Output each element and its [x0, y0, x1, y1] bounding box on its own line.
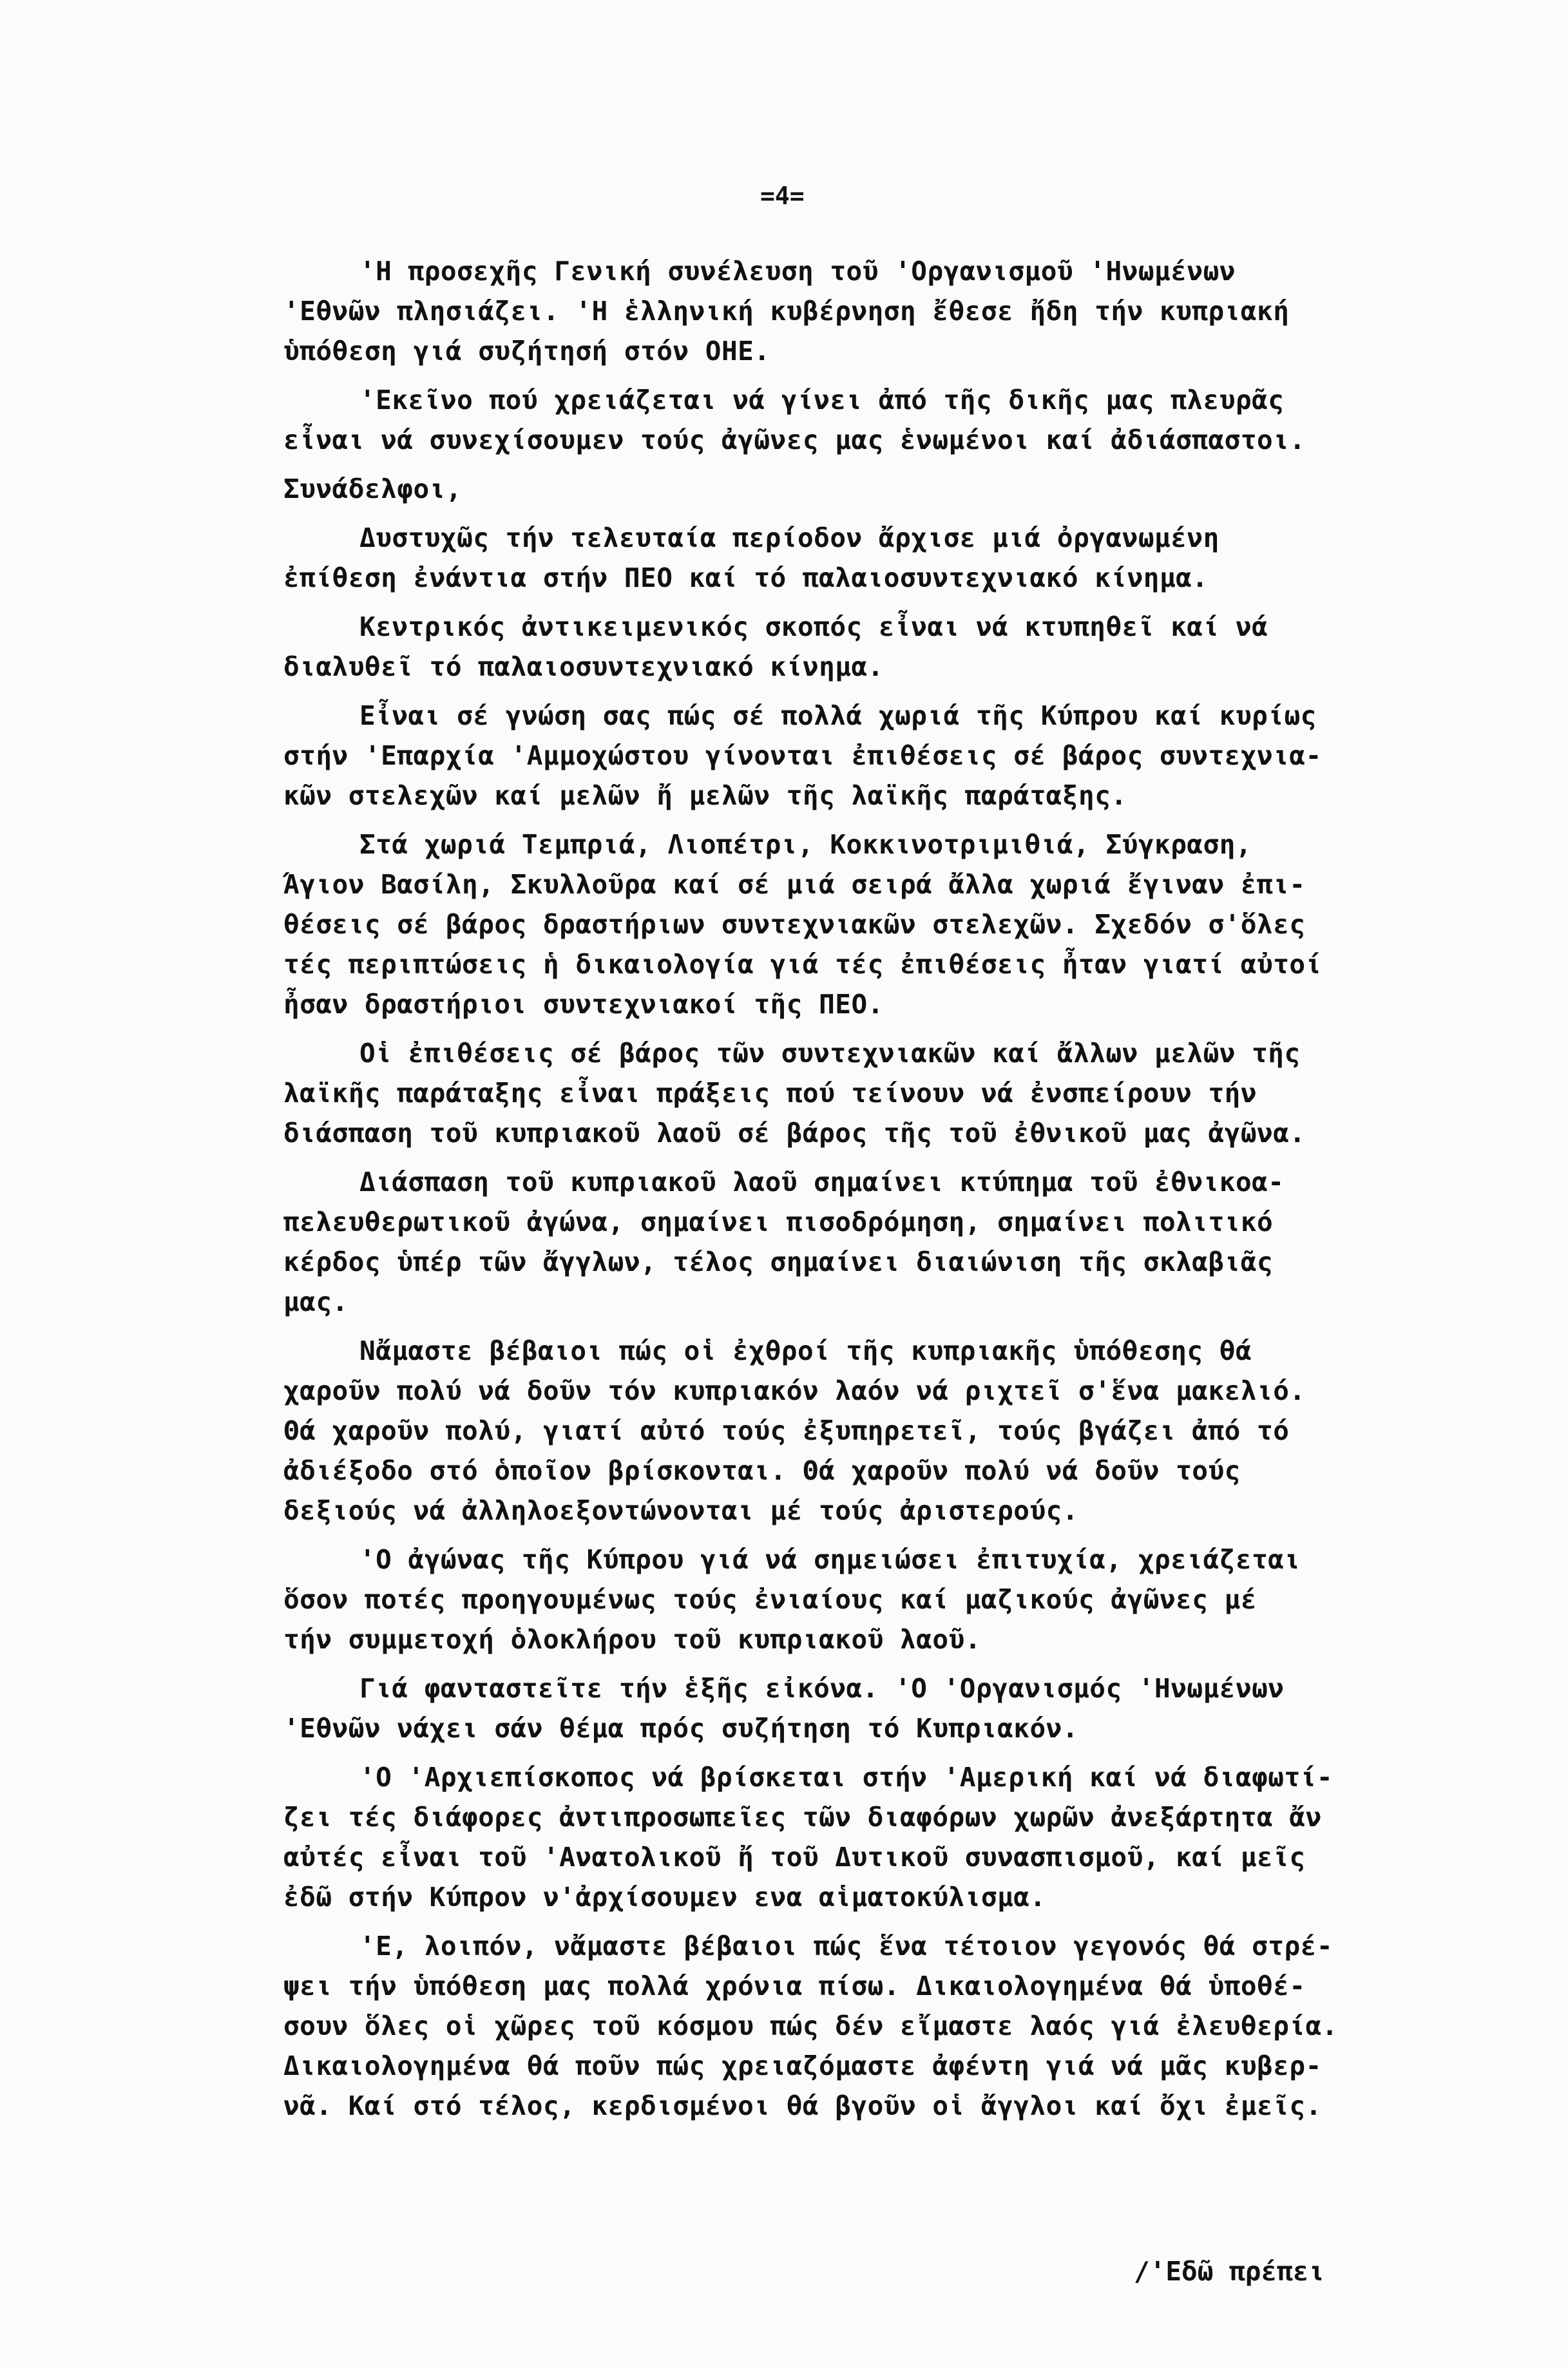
text-line: Δικαιολογημένα θά ποῦν πώς χρειαζόμαστε ἀφέντη γιά νά μᾶς κυβερ- — [283, 2050, 1322, 2081]
text-line: Θά χαροῦν πολύ, γιατί αὐτό τούς ἐξυπηρετεῖ, τούς βγάζει ἀπό τό — [283, 1415, 1290, 1446]
text-line: νᾶ. Καί στό τέλος, κερδισμένοι θά βγοῦν οἱ ἄγγλοι καί ὄχι ἐμεῖς. — [283, 2090, 1322, 2121]
paragraph — [283, 251, 1559, 371]
text-line: ἐδῶ στήν Κύπρον ν'ἀρχίσουμεν ενα αἱματοκύλισμα. — [283, 1882, 1046, 1913]
paragraph — [283, 825, 1559, 1024]
catchword: /'Εδῶ πρέπει — [1134, 2256, 1325, 2287]
paragraph — [283, 469, 1559, 509]
text-line: 'Ο 'Αρχιεπίσκοπος νά βρίσκεται στήν 'Αμερική καί νά διαφωτί- — [359, 1762, 1334, 1793]
text-line: Άγιον Βασίλη, Σκυλλοῦρα καί σέ μιά σειρά ἄλλα χωριά ἔγιναν ἐπι- — [283, 869, 1306, 900]
paragraph — [283, 518, 1559, 598]
text-line: θέσεις σέ βάρος δραστήριων συντεχνιακῶν στελεχῶν. Σχεδόν σ'ὅλες — [283, 909, 1306, 940]
paragraph — [283, 696, 1559, 816]
paragraph — [283, 1668, 1559, 1748]
document-body — [283, 251, 1559, 2135]
text-line: εἶναι νά συνεχίσουμεν τούς ἀγῶνες μας ἑνωμένοι καί ἀδιάσπαστοι. — [283, 425, 1306, 455]
paragraph — [283, 607, 1559, 687]
text-line: ἀδιέξοδο στό ὁποῖον βρίσκονται. Θά χαροῦν πολύ νά δοῦν τούς — [283, 1455, 1241, 1486]
text-line: κέρδος ὑπέρ τῶν ἄγγλων, τέλος σημαίνει διαιώνιση τῆς σκλαβιᾶς — [283, 1246, 1274, 1277]
paragraph — [283, 1540, 1559, 1659]
text-line: Στά χωριά Τεμπριά, Λιοπέτρι, Κοκκινοτριμιθιά, Σύγκραση, — [359, 829, 1252, 860]
text-line: 'Ο ἀγώνας τῆς Κύπρου γιά νά σημειώσει ἐπιτυχία, χρειάζεται — [359, 1544, 1301, 1575]
paragraph — [283, 1926, 1559, 2126]
text-line: ἐπίθεση ἐνάντια στήν ΠΕΟ καί τό παλαιοσυντεχνιακό κίνημα. — [283, 562, 1209, 593]
text-line: 'Η προσεχῆς Γενική συνέλευση τοῦ 'Οργανισμοῦ 'Ηνωμένων — [359, 256, 1236, 287]
text-line: 'Εκεῖνο πού χρειάζεται νά γίνει ἀπό τῆς δικῆς μας πλευρᾶς — [359, 385, 1285, 415]
text-line: διάσπαση τοῦ κυπριακοῦ λαοῦ σέ βάρος τῆς τοῦ ἐθνικοῦ μας ἀγῶνα. — [283, 1118, 1306, 1149]
text-line: κῶν στελεχῶν καί μελῶν ἤ μελῶν τῆς λαϊκῆς παράταξης. — [283, 780, 1127, 811]
text-line: ἦσαν δραστήριοι συντεχνιακοί τῆς ΠΕΟ. — [283, 989, 884, 1020]
text-line: Γιά φανταστεῖτε τήν ἑξῆς εἰκόνα. 'Ο 'Οργανισμός 'Ηνωμένων — [359, 1673, 1285, 1704]
paragraph — [283, 380, 1559, 460]
text-line: Οἱ ἐπιθέσεις σέ βάρος τῶν συντεχνιακῶν καί ἄλλων μελῶν τῆς — [359, 1038, 1301, 1069]
text-line: Δυστυχῶς τήν τελευταία περίοδον ἄρχισε μιά ὀργανωμένη — [359, 522, 1219, 553]
text-line: Εἶναι σέ γνώση σας πώς σέ πολλά χωριά τῆς Κύπρου καί κυρίως — [359, 700, 1317, 731]
text-line: τές περιπτώσεις ἡ δικαιολογία γιά τές ἐπιθέσεις ἦταν γιατί αὐτοί — [283, 949, 1322, 980]
paragraph — [283, 1033, 1559, 1153]
text-line: 'Εθνῶν νάχει σάν θέμα πρός συζήτηση τό Κυπριακόν. — [283, 1713, 1079, 1744]
text-line: πελευθερωτικοῦ ἀγώνα, σημαίνει πισοδρόμηση, σημαίνει πολιτικό — [283, 1207, 1274, 1237]
text-line: ψει τήν ὑπόθεση μας πολλά χρόνια πίσω. Δικαιολογημένα θά ὑποθέ- — [283, 1971, 1306, 2001]
text-line: Νἄμαστε βέβαιοι πώς οἱ ἐχθροί τῆς κυπριακῆς ὑπόθεσης θά — [359, 1335, 1252, 1366]
text-line: δεξιούς νά ἀλληλοεξοντώνονται μέ τούς ἀριστερούς. — [283, 1495, 1079, 1526]
text-line: σουν ὅλες οἱ χῶρες τοῦ κόσμου πώς δέν εἴμαστε λαός γιά ἐλευθερία. — [283, 2010, 1338, 2041]
page-number: =4= — [760, 182, 805, 210]
text-line: Διάσπαση τοῦ κυπριακοῦ λαοῦ σημαίνει κτύπημα τοῦ ἐθνικοα- — [359, 1167, 1285, 1198]
text-line: ὅσον ποτές προηγουμένως τούς ἐνιαίους καί μαζικούς ἀγῶνες μέ — [283, 1584, 1257, 1615]
text-line: χαροῦν πολύ νά δοῦν τόν κυπριακόν λαόν νά ριχτεῖ σ'ἕνα μακελιό. — [283, 1375, 1306, 1406]
text-line: Κεντρικός ἀντικειμενικός σκοπός εἶναι νά κτυπηθεῖ καί νά — [359, 611, 1268, 642]
text-line: μας. — [283, 1286, 349, 1317]
text-line: αὐτές εἶναι τοῦ 'Ανατολικοῦ ἤ τοῦ Δυτικοῦ συνασπισμοῦ, καί μεῖς — [283, 1842, 1306, 1873]
text-line: τήν συμμετοχή ὁλοκλήρου τοῦ κυπριακοῦ λαοῦ. — [283, 1624, 981, 1655]
salutation-line: Συνάδελφοι, — [283, 473, 463, 504]
text-line: 'Εθνῶν πλησιάζει. 'Η ἑλληνική κυβέρνηση ἔθεσε ἤδη τήν κυπριακή — [283, 296, 1290, 327]
paragraph — [283, 1331, 1559, 1531]
paragraph — [283, 1757, 1559, 1917]
text-line: ζει τές διάφορες ἀντιπροσωπεῖες τῶν διαφόρων χωρῶν ἀνεξάρτητα ἄν — [283, 1802, 1322, 1833]
paragraph — [283, 1162, 1559, 1322]
text-line: 'Ε, λοιπόν, νἄμαστε βέβαιοι πώς ἕνα τέτοιον γεγονός θά στρέ- — [359, 1931, 1334, 1962]
text-line: στήν 'Επαρχία 'Αμμοχώστου γίνονται ἐπιθέσεις σέ βάρος συντεχνια- — [283, 740, 1322, 771]
text-line: διαλυθεῖ τό παλαιοσυντεχνιακό κίνημα. — [283, 651, 884, 682]
text-line: λαϊκῆς παράταξης εἶναι πράξεις πού τείνουν νά ἐνσπείρουν τήν — [283, 1078, 1257, 1109]
text-line: ὑπόθεση γιά συζήτησή στόν ΟΗΕ. — [283, 336, 770, 367]
